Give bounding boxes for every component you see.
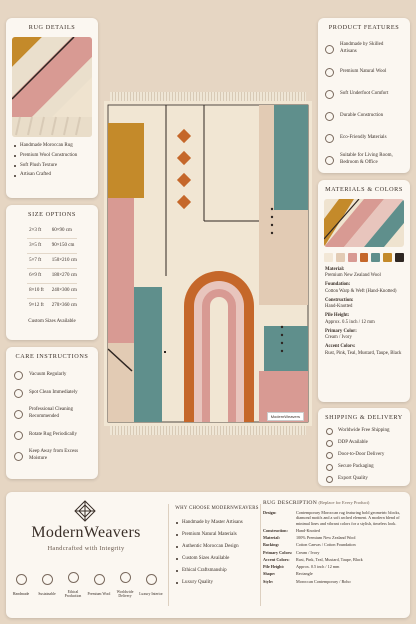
spec-item: Primary Color: Cream / Ivory bbox=[325, 328, 357, 341]
truck-icon bbox=[326, 452, 333, 459]
list-item: Handmade by Master Artisans bbox=[176, 517, 258, 529]
spec-item: Construction: Hand-Knotted bbox=[325, 297, 354, 310]
list-item: Soft Underfoot Comfort bbox=[325, 83, 403, 105]
badge-item: Sustainable bbox=[35, 572, 59, 596]
list-item: Authentic Moroccan Design bbox=[176, 541, 258, 553]
vacuum-icon bbox=[14, 371, 23, 380]
rug-closeup-image bbox=[12, 37, 92, 137]
color-swatch bbox=[324, 253, 333, 262]
luxury-icon bbox=[146, 574, 157, 585]
care-card bbox=[6, 347, 98, 479]
list-item: Professional Cleaning Recommended bbox=[14, 402, 90, 426]
list-item: Luxury Quality bbox=[176, 577, 258, 589]
table-row: 9×12 ft 270×360 cm bbox=[29, 303, 77, 309]
list-item: Premium Natural Wool bbox=[325, 61, 403, 83]
shield-icon bbox=[325, 112, 334, 121]
custom-sizes-note: Custom Sizes Available bbox=[28, 319, 76, 324]
description-note: (Replace for Every Product) bbox=[318, 500, 370, 505]
size-options-card bbox=[6, 205, 98, 340]
color-swatch bbox=[383, 253, 392, 262]
spot-clean-icon bbox=[14, 389, 23, 398]
brand-badges bbox=[8, 570, 164, 598]
home-icon bbox=[325, 156, 334, 165]
size-table bbox=[27, 223, 77, 313]
handmade-icon bbox=[16, 574, 27, 585]
description-title: RUG DESCRIPTION bbox=[263, 500, 318, 506]
delivery-icon bbox=[120, 572, 131, 583]
rug-label-tag: ModernWeavers bbox=[267, 412, 304, 421]
badge-item: Handmade bbox=[9, 572, 33, 596]
table-row: 5×7 ft 150×210 cm bbox=[27, 253, 77, 268]
quality-icon bbox=[326, 476, 333, 483]
list-item: Export Quality bbox=[326, 473, 402, 485]
badge-item: Worldwide Delivery bbox=[113, 570, 137, 598]
list-item: Eco-Friendly Materials bbox=[325, 127, 403, 149]
table-row: 3×5 ft 90×150 cm bbox=[27, 238, 77, 253]
badge-item: Luxury Interior bbox=[139, 572, 163, 596]
table-row: 8×10 ft 240×300 cm bbox=[27, 283, 77, 298]
spec-item: Material: Premium New Zealand Wool bbox=[325, 267, 381, 279]
sustainable-icon bbox=[42, 574, 53, 585]
shipping-title: SHIPPING & DELIVERY bbox=[325, 414, 403, 421]
why-section bbox=[172, 492, 262, 618]
rug-product-image bbox=[104, 92, 312, 435]
artisan-icon bbox=[325, 45, 334, 54]
table-row: Primary Colors: Cream / Ivory bbox=[263, 549, 320, 555]
table-row: Style: Moroccan Contemporary / Boho bbox=[263, 578, 351, 584]
why-title: WHY CHOOSE MODERNWEAVERS bbox=[175, 506, 259, 511]
color-swatch bbox=[336, 253, 345, 262]
list-item: Handmade Moroccan Rug bbox=[14, 143, 90, 150]
list-item: Premium Wool Construction bbox=[14, 153, 90, 160]
product-features-card bbox=[318, 18, 410, 173]
badge-item: Premium Wool bbox=[87, 572, 111, 596]
box-icon bbox=[326, 464, 333, 471]
water-drop-icon bbox=[14, 452, 23, 461]
rug-details-title: RUG DETAILS bbox=[28, 24, 76, 31]
brand-name: ModernWeavers bbox=[31, 524, 141, 541]
table-row: Design: Contemporary Moroccan rug featuring bold geometric blocks, diamond motifs and a soft arched element. A modern blend of minimal lines and vibrant colors for a stylish, timeless look. bbox=[263, 510, 401, 526]
table-row: Material: 100% Premium New Zealand Wool bbox=[263, 535, 356, 540]
list-item: Artisan Crafted bbox=[14, 172, 90, 179]
spec-item: Foundation: Cotton Warp & Weft (Hand-Knotted) bbox=[325, 282, 397, 294]
list-item: Premium Natural Materials bbox=[176, 529, 258, 541]
material-closeup-image bbox=[324, 199, 404, 247]
list-item: Soft Plush Texture bbox=[14, 163, 90, 170]
list-item: Suitable for Living Room, Bedroom & Office bbox=[325, 149, 403, 171]
rug-details-card bbox=[6, 18, 98, 198]
color-swatch bbox=[348, 253, 357, 262]
description-table bbox=[263, 510, 406, 584]
features-title: PRODUCT FEATURES bbox=[328, 24, 400, 31]
table-row: Construction: Hand-Knotted bbox=[263, 527, 320, 533]
badge-item: Ethical Production bbox=[61, 570, 85, 598]
care-title: CARE INSTRUCTIONS bbox=[15, 353, 89, 360]
color-swatch bbox=[395, 253, 404, 262]
table-row: Shape: Rectangle bbox=[263, 571, 313, 577]
list-item: Spot Clean Immediately bbox=[14, 384, 90, 402]
cloud-icon bbox=[325, 90, 334, 99]
cleaning-icon bbox=[14, 410, 23, 419]
list-item: Worldwide Free Shipping bbox=[326, 425, 402, 437]
leaf-icon bbox=[325, 134, 334, 143]
shipping-card bbox=[318, 408, 410, 486]
brand-tagline: Handcrafted with Integrity bbox=[47, 545, 125, 552]
description-section bbox=[263, 492, 408, 618]
color-swatch bbox=[360, 253, 369, 262]
wool-badge-icon bbox=[94, 574, 105, 585]
table-row: 6×9 ft 180×270 cm bbox=[27, 268, 77, 283]
divider bbox=[168, 504, 169, 606]
list-item: Handmade by Skilled Artisans bbox=[325, 37, 403, 61]
spec-item: Pile Height: Approx. 0.5 inch / 12 mm bbox=[325, 313, 375, 325]
rotate-icon bbox=[14, 431, 23, 440]
color-swatch bbox=[371, 253, 380, 262]
list-item: Custom Sizes Available bbox=[176, 553, 258, 565]
spec-item: Accent Colors: Rust, Pink, Teal, Mustard, Taupe, Black bbox=[325, 344, 402, 356]
color-swatches bbox=[318, 247, 410, 262]
brand-logo-icon bbox=[74, 500, 96, 522]
list-item: Ethical Craftsmanship bbox=[176, 565, 258, 577]
list-item: DDP Available bbox=[326, 437, 402, 449]
brand-section bbox=[6, 492, 166, 618]
list-item: Vacuum Regularly bbox=[14, 366, 90, 384]
table-row: Accent Colors: Rust, Pink, Teal, Mustard, Taupe, Black bbox=[263, 556, 363, 562]
ddp-icon bbox=[326, 440, 333, 447]
list-item: Secure Packaging bbox=[326, 461, 402, 473]
table-row: Backing: Cotton Canvas / Cotton Foundation bbox=[263, 542, 356, 548]
list-item: Durable Construction bbox=[325, 105, 403, 127]
ethical-icon bbox=[68, 572, 79, 583]
divider bbox=[260, 504, 261, 606]
list-item: Rotate Rug Periodically bbox=[14, 426, 90, 444]
wool-icon bbox=[325, 68, 334, 77]
bottom-banner bbox=[6, 492, 410, 618]
list-item: Keep Away from Excess Moisture bbox=[14, 444, 90, 468]
table-row: Pile Height: Approx. 0.5 inch / 12 mm bbox=[263, 564, 340, 569]
table-row: 2×3 ft 60×90 cm bbox=[27, 223, 77, 238]
materials-title: MATERIALS & COLORS bbox=[325, 186, 403, 193]
list-item: Door-to-Door Delivery bbox=[326, 449, 402, 461]
materials-card bbox=[318, 180, 410, 402]
globe-icon bbox=[326, 428, 333, 435]
size-options-title: SIZE OPTIONS bbox=[28, 211, 76, 218]
